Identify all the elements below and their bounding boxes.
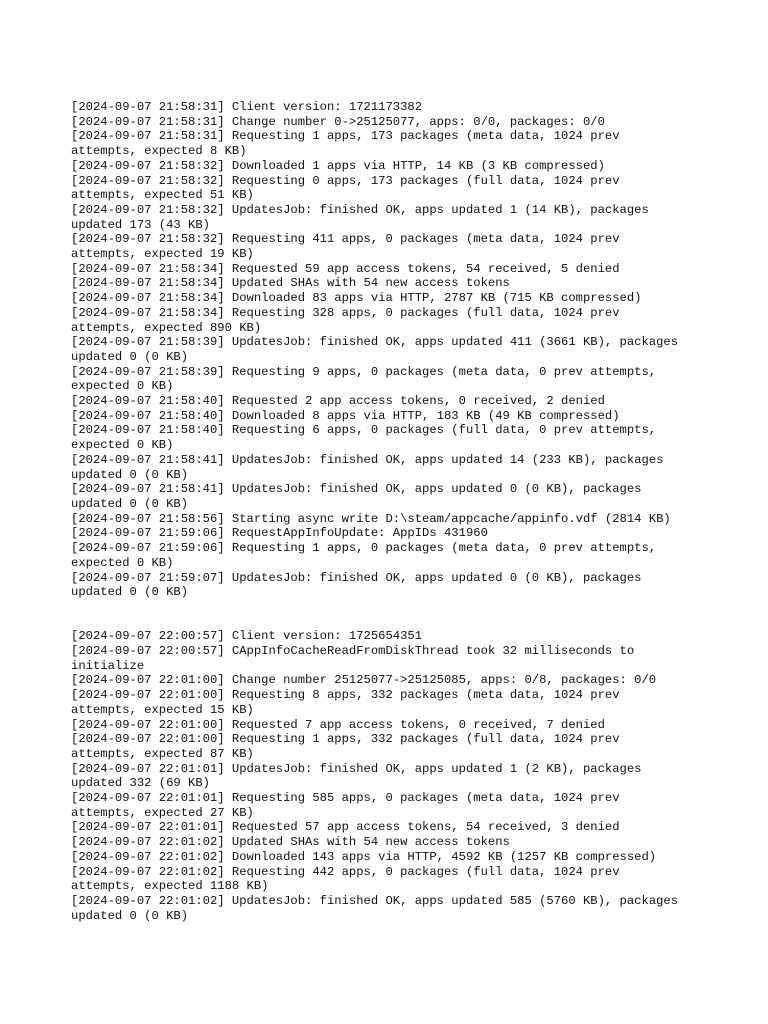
log-line: [2024-09-07 21:58:40] Requested 2 app access tokens, 0 received, 2 denied — [71, 394, 605, 409]
log-line: [2024-09-07 22:01:01] Requested 57 app access tokens, 54 received, 3 denied — [71, 820, 620, 835]
log-block-2 — [71, 629, 711, 923]
log-line: [2024-09-07 21:58:32] Requesting 411 apps, 0 packages (meta data, 1024 prev attempts, expected 19 KB) — [71, 232, 620, 262]
log-line: [2024-09-07 21:58:39] UpdatesJob: finished OK, apps updated 411 (3661 KB), packages updated 0 (0 KB) — [71, 335, 679, 364]
log-line: [2024-09-07 22:01:00] Requesting 8 apps, 332 packages (meta data, 1024 prev attempts, expected 15 KB) — [71, 688, 620, 717]
log-line: [2024-09-07 21:58:32] Requesting 0 apps, 173 packages (full data, 1024 prev attempts, expected 51 KB) — [71, 173, 620, 203]
log-line: [2024-09-07 21:58:31] Requesting 1 apps, 173 packages (meta data, 1024 prev attempts, expected 8 KB) — [71, 129, 620, 159]
log-line: [2024-09-07 21:58:34] Requesting 328 apps, 0 packages (full data, 1024 prev attempts, expected 890 KB) — [71, 305, 620, 335]
log-line: [2024-09-07 21:59:06] Requesting 1 apps, 0 packages (meta data, 0 prev attempts, expected 0 KB) — [71, 541, 657, 570]
log-line: [2024-09-07 21:58:40] Requesting 6 apps, 0 packages (full data, 0 prev attempts, expected 0 KB) — [71, 423, 657, 453]
log-line: [2024-09-07 21:58:40] Downloaded 8 apps via HTTP, 183 KB (49 KB compressed) — [71, 408, 620, 423]
log-line: [2024-09-07 21:58:39] Requesting 9 apps, 0 packages (meta data, 0 prev attempts, expected 0 KB) — [71, 364, 657, 394]
log-line: [2024-09-07 21:58:41] UpdatesJob: finished OK, apps updated 0 (0 KB), packages updated 0 (0 KB) — [71, 482, 642, 511]
log-line: [2024-09-07 22:01:02] UpdatesJob: finished OK, apps updated 585 (5760 KB), packages updated 0 (0 KB) — [71, 893, 679, 923]
log-line: [2024-09-07 21:58:31] Change number 0->25125077, apps: 0/0, packages: 0/0 — [71, 114, 605, 129]
log-line: [2024-09-07 21:58:34] Requested 59 app access tokens, 54 received, 5 denied — [71, 261, 620, 276]
log-line: [2024-09-07 22:01:01] Requesting 585 apps, 0 packages (meta data, 1024 prev attempts, expected 27 KB) — [71, 791, 620, 820]
log-line: [2024-09-07 22:01:00] Requested 7 app access tokens, 0 received, 7 denied — [71, 717, 605, 732]
log-line: [2024-09-07 21:58:34] Updated SHAs with 54 new access tokens — [71, 276, 510, 291]
log-line: [2024-09-07 22:00:57] CAppInfoCacheReadFromDiskThread took 32 milliseconds to initialize — [71, 644, 635, 673]
log-line: [2024-09-07 22:01:02] Updated SHAs with 54 new access tokens — [71, 835, 510, 850]
log-block-1 — [71, 100, 711, 600]
log-line: [2024-09-07 21:59:06] RequestAppInfoUpdate: AppIDs 431960 — [71, 526, 488, 541]
log-document — [71, 100, 711, 923]
log-line: [2024-09-07 22:01:01] UpdatesJob: finished OK, apps updated 1 (2 KB), packages updated 332 (69 KB) — [71, 761, 642, 791]
log-line: [2024-09-07 21:58:56] Starting async write D:\steam/appcache/appinfo.vdf (2814 KB) — [71, 511, 671, 526]
log-line: [2024-09-07 22:01:02] Downloaded 143 apps via HTTP, 4592 KB (1257 KB compressed) — [71, 849, 657, 864]
log-line: [2024-09-07 21:58:31] Client version: 1721173382 — [71, 100, 423, 114]
log-line: [2024-09-07 22:01:02] Requesting 442 apps, 0 packages (full data, 1024 prev attempts, expected 1188 KB) — [71, 864, 620, 894]
log-line: [2024-09-07 21:59:07] UpdatesJob: finished OK, apps updated 0 (0 KB), packages updated 0 (0 KB) — [71, 570, 642, 600]
log-line: [2024-09-07 21:58:32] Downloaded 1 apps via HTTP, 14 KB (3 KB compressed) — [71, 158, 605, 173]
log-line: [2024-09-07 22:01:00] Change number 25125077->25125085, apps: 0/8, packages: 0/0 — [71, 673, 657, 688]
log-line: [2024-09-07 22:01:00] Requesting 1 apps, 332 packages (full data, 1024 prev attempts, expected 87 KB) — [71, 732, 620, 761]
log-line: [2024-09-07 21:58:32] UpdatesJob: finished OK, apps updated 1 (14 KB), packages updated 173 (43 KB) — [71, 202, 649, 232]
log-line: [2024-09-07 21:58:34] Downloaded 83 apps via HTTP, 2787 KB (715 KB compressed) — [71, 291, 642, 306]
log-line: [2024-09-07 21:58:41] UpdatesJob: finished OK, apps updated 14 (233 KB), packages updated 0 (0 KB) — [71, 452, 664, 482]
log-line: [2024-09-07 22:00:57] Client version: 1725654351 — [71, 629, 423, 644]
